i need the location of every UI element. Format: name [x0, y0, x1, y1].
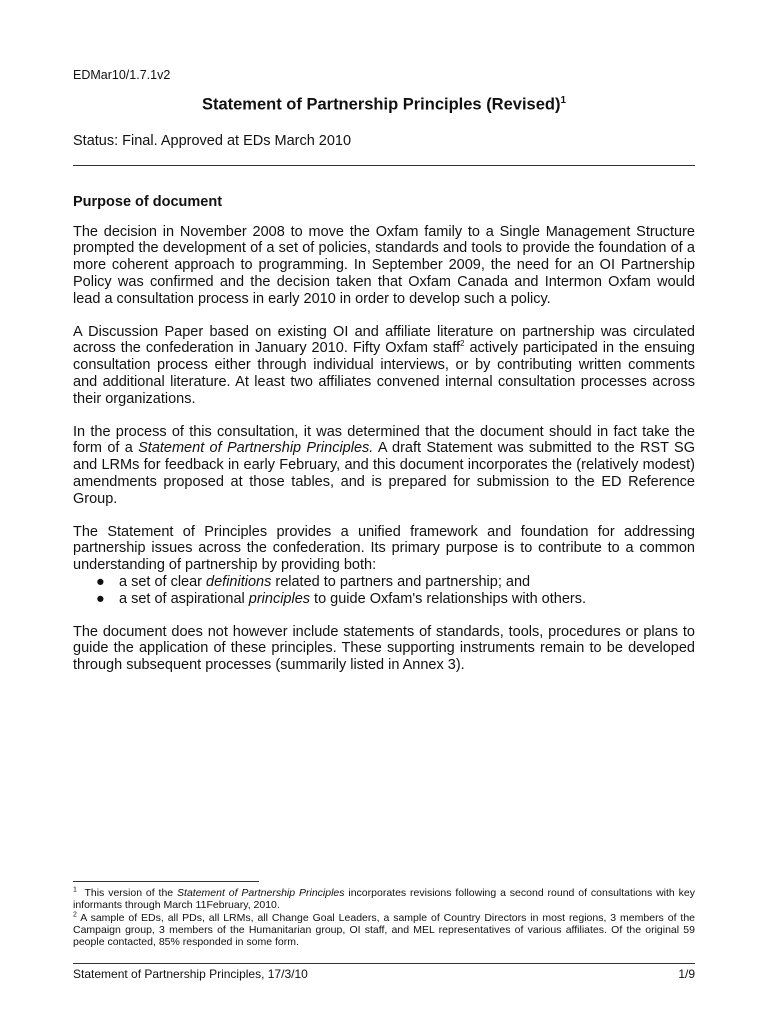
footnote-1-number: 1: [73, 886, 77, 894]
status-line: Status: Final. Approved at EDs March 2010: [73, 133, 352, 149]
footnote-ref-2: 2: [460, 339, 465, 349]
paragraph-2-part-a: A Discussion Paper based on existing OI and affiliate literature on partnership was circulated across the confederation in January 2010. Fifty Oxfam staff: [73, 323, 695, 357]
page-number: 1/9: [678, 967, 695, 981]
paragraph-2: [73, 324, 695, 408]
document-body: [73, 194, 695, 690]
bullet-2-emphasis: principles: [248, 590, 311, 607]
footnote-1-emphasis: Statement of Partnership Principles: [177, 887, 345, 899]
section-heading: Purpose of document: [73, 194, 223, 210]
page-footer: [73, 967, 695, 981]
header-divider: [73, 165, 695, 166]
bullet-list: [73, 574, 695, 607]
title-footnote-ref: 1: [560, 95, 567, 106]
paragraph-3-part-a: In the process of this consultation, it was determined that the document should in fact take the form of a: [73, 423, 695, 457]
paragraph-2-part-b: actively participated in the ensuing consultation process either through individual interviews, or by contributing written comments and additional literature. At least two affiliates convened internal consultation processes across their organizations.: [73, 340, 695, 407]
footnote-1-part-b: incorporates revisions following a second round of consultations with key informants through March 11February, 2010.: [73, 887, 695, 912]
paragraph-4: The Statement of Principles provides a unified framework and foundation for addressing partnership issues across the confederation. Its primary purpose is to contribute to a common understanding of partnership by providing both:: [73, 523, 695, 574]
document-id: EDMar10/1.7.1v2: [73, 68, 171, 82]
bullet-1-part-a: a set of clear: [119, 573, 207, 590]
footnote-2-text: A sample of EDs, all PDs, all LRMs, all Change Goal Leaders, a sample of Country Directors in most regions, 3 members of the Campaign group, 3 members of the Humanitarian group, OI staff, and MEL representatives of various affiliates. Of the original 59 people contacted, 85% responded in some form.: [73, 911, 695, 949]
paragraph-1: The decision in November 2008 to move the Oxfam family to a Single Management Structure prompted the development of a set of policies, standards and tools to provide the foundation of a more coherent approach to programming. In September 2009, the need for an OI Partnership Policy was confirmed and the decision taken that Oxfam Canada and Intermon Oxfam would lead a consultation process in early 2010 in order to develop such a policy.: [73, 223, 695, 307]
bullet-2-part-b: to guide Oxfam's relationships with others.: [310, 590, 587, 607]
list-item: [73, 574, 695, 591]
footnote-divider: [73, 881, 259, 882]
footnote-1-part-a: This version of the: [76, 887, 178, 899]
bullet-1-emphasis: definitions: [206, 573, 272, 590]
footnote-2-number: 2: [73, 911, 77, 919]
paragraph-3-emphasis: Statement of Partnership Principles.: [138, 440, 374, 457]
paragraph-5: The document does not however include statements of standards, tools, procedures or plans to guide the application of these principles. These supporting instruments remain to be developed through subsequent processes (summarily listed in Annex 3).: [73, 623, 695, 674]
footer-divider: [73, 963, 695, 964]
list-item: [73, 591, 695, 608]
footnote-2: [73, 912, 695, 949]
bullet-2-part-a: a set of aspirational: [119, 590, 249, 607]
bullet-icon: ●: [96, 573, 105, 590]
paragraph-3: [73, 424, 695, 508]
bullet-icon: ●: [96, 590, 105, 607]
page-title: [0, 95, 768, 115]
footer-title: Statement of Partnership Principles, 17/3/10: [73, 967, 308, 981]
bullet-1-part-b: related to partners and partnership; and: [271, 573, 531, 590]
paragraph-3-part-b: A draft Statement was submitted to the RST SG and LRMs for feedback in early February, and this document incorporates the (relatively modest) amendments proposed at those tables, and is prepared for submission to the ED Reference Group.: [73, 440, 695, 507]
footnote-1: [73, 887, 695, 912]
title-text: Statement of Partnership Principles (Revised): [201, 95, 561, 114]
footnotes: [73, 887, 695, 948]
